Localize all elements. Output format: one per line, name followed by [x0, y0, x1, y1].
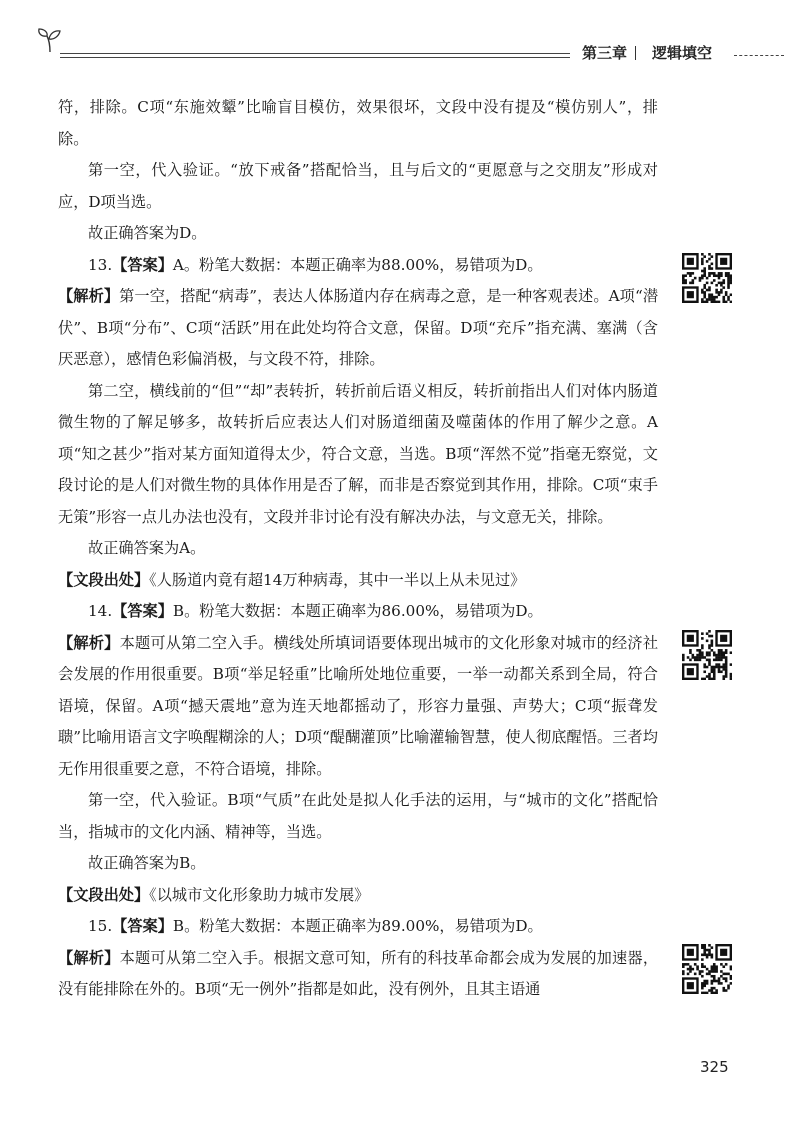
page-number: 325	[700, 1058, 729, 1076]
question-14-answer	[58, 596, 658, 628]
chapter-divider	[635, 46, 636, 60]
source-tag: 【文段出处】	[58, 570, 150, 589]
answer-text	[58, 92, 658, 1006]
question-13-source	[58, 565, 658, 597]
question-number: 15.	[88, 917, 113, 935]
paragraph: 故正确答案为A。	[88, 539, 206, 557]
paragraph: 符，排除。C项“东施效颦”比喻盲目模仿，效果很坏，文段中没有提及“模仿别人”，排除。	[58, 98, 658, 148]
source-tag: 【文段出处】	[58, 885, 150, 904]
paragraph: 故正确答案为D。	[88, 224, 207, 242]
header-dash	[734, 55, 784, 56]
question-14-source	[58, 880, 658, 912]
analysis-text: 第一空，搭配“病毒”，表达人体肠道内存在病毒之意，是一种客观表述。A项“潜伏”、B项“分布”、C项“活跃”用在此处均符合文意，保留。D项“充斥”指充满、塞满（含厌恶意），感情色彩偏消极，与文段不符，排除。	[58, 287, 659, 368]
qr-code-icon[interactable]	[682, 253, 732, 303]
answer-tag: 【答案】	[112, 917, 173, 935]
question-15-answer	[58, 911, 658, 943]
paragraph: 第一空，代入验证。B项“气质”在此处是拟人化手法的运用，与“城市的文化”搭配恰当，指城市的文化内涵、精神等，当选。	[58, 791, 658, 841]
qr-code-icon[interactable]	[682, 630, 732, 680]
analysis-text: 本题可从第二空入手。根据文意可知，所有的科技革命都会成为发展的加速器，没有能排除在外的。B项“无一例外”指都是如此，没有例外，且其主语通	[58, 948, 659, 998]
question-13-answer	[58, 250, 658, 282]
answer-text: B。粉笔大数据：本题正确率为86.00%，易错项为D。	[172, 602, 543, 620]
answer-text: A。粉笔大数据：本题正确率为88.00%，易错项为D。	[172, 255, 543, 274]
chapter-title	[582, 42, 712, 63]
paragraph: 第一空，代入验证。“放下戒备”搭配恰当，且与后文的“更愿意与之交朋友”形成对应，D项当选。	[58, 161, 658, 211]
qr-code-icon[interactable]	[682, 944, 732, 994]
answer-tag: 【答案】	[112, 255, 173, 274]
chapter-label: 第三章	[582, 44, 628, 62]
paragraph: 第二空，横线前的“但”“却”表转折，转折前后语义相反，转折前指出人们对体内肠道微生物的了解足够多，故转折后应表达人们对肠道细菌及噬菌体的作用了解少之意。A项“知之甚少”指对某方面知道得太少，符合文意，当选。B项“浑然不觉”指毫无察觉，文段讨论的是人们对微生物的具体作用是否了解，而非是否察觉到其作用，排除。C项“束手无策”形容一点儿办法也没有，文段并非讨论有没有解决办法，与文意无关，排除。	[58, 381, 658, 526]
source-text: 《人肠道内竟有超14万种病毒，其中一半以上从未见过》	[149, 570, 526, 589]
question-13-analysis	[58, 281, 658, 376]
question-number: 13.	[88, 255, 113, 274]
analysis-tag: 【解析】	[58, 948, 120, 967]
header-rule	[60, 53, 570, 54]
page-header	[0, 0, 800, 80]
paragraph: 故正确答案为B。	[88, 854, 206, 872]
header-rule	[60, 57, 570, 58]
section-label: 逻辑填空	[652, 44, 713, 62]
analysis-tag: 【解析】	[58, 633, 120, 652]
answer-text: B。粉笔大数据：本题正确率为89.00%，易错项为D。	[172, 917, 543, 935]
answer-tag: 【答案】	[112, 602, 173, 620]
analysis-text: 本题可从第二空入手。横线处所填词语要体现出城市的文化形象对城市的经济社会发展的作用很重要。B项“举足轻重”比喻所处地位重要，一举一动都关系到全局，符合语境，保留。A项“撼天震地”意为连天地都摇动了，形容力量强、声势大；C项“振聋发聩”比喻用语言文字唤醒糊涂的人；D项“醍醐灌顶”比喻灌输智慧，使人彻底醒悟。三者均无作用很重要之意，不符合语境，排除。	[58, 633, 659, 778]
source-text: 《以城市文化形象助力城市发展》	[149, 885, 370, 904]
question-number: 14.	[88, 602, 113, 620]
question-14-analysis	[58, 628, 658, 786]
analysis-tag: 【解析】	[58, 287, 120, 305]
question-15-analysis	[58, 943, 658, 1006]
